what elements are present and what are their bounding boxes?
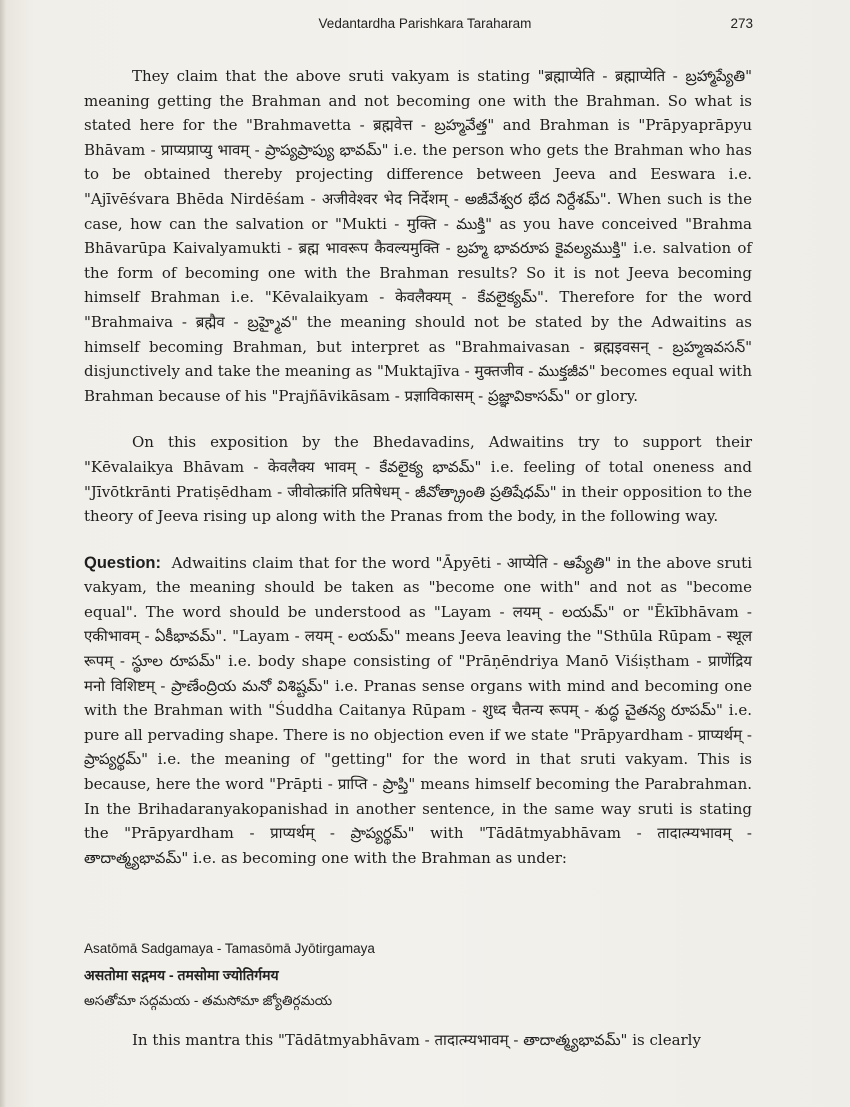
paragraph-1: They claim that the above sruti vakyam is stating "ब्रह्माप्येति - ब्रह्माप्येति - బ్రహ్మాప్యేతి" meaning getting the Brahman and not becoming one with the Brahman. So what is stated here for the "Brahmavetta - ब्रह्मवेत्त - బ్రహ్మవేత్త" and Brahman is "Prāpyaprāpyu Bhāvam - प्राप्यप्राप्यु भावम् - ప్రాప్యప్రాప్యు భావమ్" i.e. the person who gets the Brahman who has to be obtained thereby projecting difference between Jeeva and Eeswara i.e. "Ajīvēśvara Bhēda Nirdēśam - अजीवेश्वर भेद निर्देशम् - అజీవేశ్వర భేద నిర్దేశమ్". When such is the case, how can the salvation or "Mukti - मुक्ति - ముక్తి" as you have conceived "Brahma Bhāvarūpa Kaivalyamukti - ब्रह्म भावरूप कैवल्यमुक्ति - బ్రహ్మ భావరూప కైవల్యముక్తి" i.e. salvation of the form of becoming one with the Brahman results? So it is not Jeeva becoming himself Brahman i.e. "Kēvalaikyam - केवलैक्यम् - కేవలైక్యమ్". Therefore for the word "Brahmaiva - ब्रह्मैव - బ్రహ్మైవ" the meaning should not be stated by the Adwaitins as himself becoming Brahman, but interpret as "Brahmaivasan - ब्रह्मइवसन् - బ్రహ్మఇవసన్" disjunctively and take the meaning as "Muktajīva - मुक्तजीव - ముక్తజీవ" becomes equal with Brahman because of his "Prajñāvikāsam - प्रज्ञाविकासम् - ప్రజ్ఞావికాసమ్" or glory. xyxy=(84,67,752,405)
question-label: Question: xyxy=(84,553,161,572)
verse-block xyxy=(84,936,752,1014)
page-number: 273 xyxy=(730,16,753,31)
question-text: Adwaitins claim that for the word "Āpyēti - आप्येति - ఆప్యేతి" in the above sruti vakyam, the meaning should be taken as "become one with" and not as "become equal". The word should be understood as "Layam - लयम् - లయమ్" or "Ēkībhāvam - एकीभावम् - ఏకీభావమ్". "Layam - लयम् - లయమ్" means Jeeva leaving the "Sthūla Rūpam - स्थूल रूपम् - స్థూల రూపమ్" i.e. body shape consisting of "Prāṇēndriya Manō Viśiṣtham - प्राणेंद्रिय मनो विशिष्टम् - ప్రాణేంద్రియ మనో విశిష్టమ్" i.e. Pranas sense organs with mind and becoming one with the Brahman with "Śuddha Caitanya Rūpam - शुध्द चैतन्य रूपम् - శుద్ధ చైతన్య రూపమ్" i.e. pure all pervading shape. There is no objection even if we state "Prāpyardham - प्राप्यर्थम् - ప్రాప్యర్థమ్" i.e. the meaning of "getting" for the word in that sruti vakyam. This is because, here the word "Prāpti - प्राप्ति - ప్రాప్తి" means himself becoming the Parabrahman. In the Brihadaranyakopanishad in another sentence, in the same way sruti is stating the "Prāpyardham - प्राप्यर्थम् - ప్రాప్యర్థమ్" with "Tādātmyabhāvam - तादात्म्यभावम् - తాదాత్మ్యభావమ్" i.e. as becoming one with the Brahman as under: xyxy=(84,553,752,867)
verse-transliteration: Asatōmā Sadgamaya - Tamasōmā Jyōtirgamaya xyxy=(84,941,375,956)
verse-telugu: అసతోమా సద్గమయ - తమసోమా జ్యోతిర్గమయ xyxy=(84,993,333,1008)
main-text xyxy=(84,64,752,870)
question-paragraph xyxy=(84,551,752,871)
running-title: Vedantardha Parishkara Taraharam xyxy=(318,16,532,31)
paragraph-2: On this exposition by the Bhedavadins, Adwaitins try to support their "Kēvalaikya Bhāvam - केवलैक्य भावम् - కేవలైక్య భావమ్" i.e. feeling of total oneness and "Jīvōtkrānti Pratiṣēdham - जीवोत्क्रांति प्रतिषेधम् - జీవోత్క్రాంతి ప్రతిషేధమ్" in their opposition to the theory of Jeeva rising up along with the Pranas from the body, in the following way. xyxy=(84,433,752,526)
verse-devanagari: असतोमा सद्गमय - तमसोमा ज्योतिर्गमय xyxy=(84,967,279,983)
closing-line: In this mantra this "Tādātmyabhāvam - तादात्म्यभावम् - తాదాత్మ్యభావమ్" is clearly xyxy=(132,1031,701,1049)
page-binding-shadow xyxy=(0,0,6,1107)
page-header xyxy=(0,12,850,36)
